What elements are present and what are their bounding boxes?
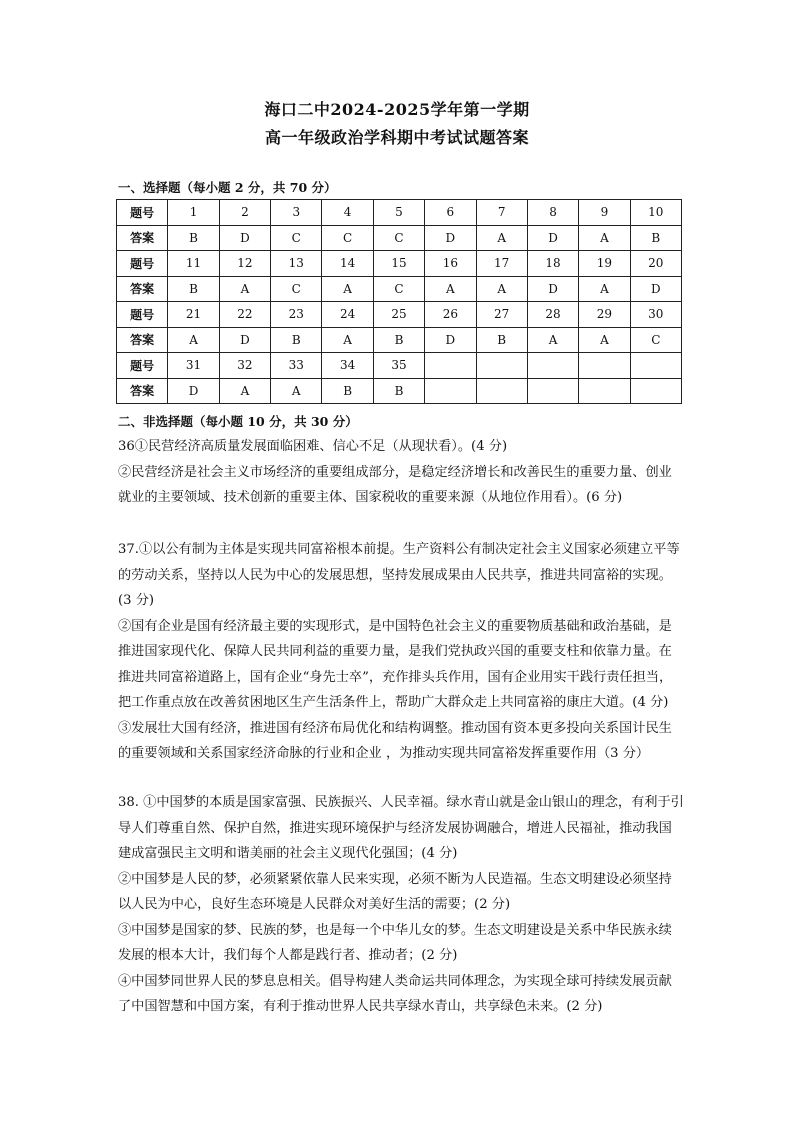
answer-label-cell: 答案 [117, 276, 168, 302]
answer-letter-cell [527, 378, 578, 404]
question-number-cell [425, 353, 476, 379]
question-number-cell: 23 [271, 302, 322, 328]
answer-letter-cell: A [219, 276, 270, 302]
answer-letter-cell: C [271, 225, 322, 251]
answer-letter-cell: D [527, 225, 578, 251]
question-number-row [117, 302, 682, 328]
question-number-cell: 13 [271, 251, 322, 277]
answer-letter-cell: A [476, 276, 527, 302]
question-number-cell: 22 [219, 302, 270, 328]
question-number-row [117, 251, 682, 277]
question-number-cell [476, 353, 527, 379]
answer-letter-cell [425, 378, 476, 404]
question-number-cell: 28 [527, 302, 578, 328]
answer-letter-cell [579, 378, 630, 404]
question-number-cell: 34 [322, 353, 373, 379]
question-number-cell: 15 [373, 251, 424, 277]
question-number-cell: 33 [271, 353, 322, 379]
question-number-cell: 31 [168, 353, 219, 379]
q38-point-4: ④中国梦同世界人民的梦息息相关。倡导构建人类命运共同体理念，为实现全球可持续发展贡献了中国智慧和中国方案，有利于推动世界人民共享绿水青山，共享绿色未来。(2 分) [118, 973, 672, 1014]
answer-letter-cell: A [579, 327, 630, 353]
answer-letter-cell: A [579, 276, 630, 302]
question-number-cell: 10 [630, 200, 681, 226]
answer-letter-cell: C [373, 225, 424, 251]
answer-letter-cell: B [271, 327, 322, 353]
title-line-2: 高一年级政治学科期中考试试题答案 [264, 128, 529, 147]
section-1-heading: 一、选择题（每小题 2 分，共 70 分） [118, 180, 337, 195]
question-number-cell: 3 [271, 200, 322, 226]
answer-letter-cell: B [168, 276, 219, 302]
q38-point-2: ②中国梦是人民的梦，必须紧紧依靠人民来实现，必须不断为人民造福。生态文明建设必须坚持以人民为中心，良好生态环境是人民群众对美好生活的需要；(2 分) [118, 871, 672, 912]
question-number-cell: 25 [373, 302, 424, 328]
q37-point-1: 37.①以公有制为主体是实现共同富裕根本前提。生产资料公有制决定社会主义国家必须建立平等的劳动关系，坚持以人民为中心的发展思想，坚持发展成果由人民共享，推进共同富裕的实现。(3 分) [118, 542, 680, 608]
question-number-cell: 1 [168, 200, 219, 226]
question-number-cell: 12 [219, 251, 270, 277]
answer-label-cell: 答案 [117, 327, 168, 353]
q38-point-3: ③中国梦是国家的梦、民族的梦，也是每一个中华儿女的梦。生态文明建设是关系中华民族永续发展的根本大计，我们每个人都是践行者、推动者；(2 分) [118, 922, 672, 963]
question-number-cell: 17 [476, 251, 527, 277]
question-number-cell: 14 [322, 251, 373, 277]
answer-letter-cell: D [168, 378, 219, 404]
q37-point-3: ③发展壮大国有经济，推进国有经济布局优化和结构调整。推动国有资本更多投向关系国计民生的重要领域和关系国家经济命脉的行业和企业 ，为推动实现共同富裕发挥重要作用（3 分） [118, 720, 672, 761]
answer-letter-cell: B [322, 378, 373, 404]
q38-point-1: 38. ①中国梦的本质是国家富强、民族振兴、人民幸福。绿水青山就是金山银山的理念，有利于引导人们尊重自然、保护自然，推进实现环境保护与经济发展协调融合，增进人民福祉，推动我国建成富强民主文明和谐美丽的社会主义现代化强国；(4 分) [118, 795, 684, 861]
answer-letter-cell: A [219, 378, 270, 404]
question-37 [118, 537, 684, 767]
answer-letter-cell [476, 378, 527, 404]
question-number-cell: 20 [630, 251, 681, 277]
question-number-cell [579, 353, 630, 379]
answer-letter-cell [630, 378, 681, 404]
answer-letter-cell: D [425, 225, 476, 251]
answer-letter-cell: C [271, 276, 322, 302]
answer-letter-cell: D [219, 225, 270, 251]
question-number-cell: 26 [425, 302, 476, 328]
question-number-cell: 29 [579, 302, 630, 328]
answer-letter-cell: A [322, 276, 373, 302]
q37-point-2: ②国有企业是国有经济最主要的实现形式，是中国特色社会主义的重要物质基础和政治基础，是推进国家现代化、保障人民共同利益的重要力量，是我们党执政兴国的重要支柱和依靠力量。在推进共同富裕道路上，国有企业“身先士卒”，充作排头兵作用，国有企业用实干践行责任担当，把工作重点放在改善贫困地区生产生活条件上，帮助广大群众走上共同富裕的康庄大道。(4 分) [118, 618, 673, 710]
title-line-1: 海口二中2024-2025学年第一学期 [264, 100, 530, 119]
question-number-cell: 7 [476, 200, 527, 226]
answer-letter-cell: C [373, 276, 424, 302]
answer-letter-cell: B [373, 327, 424, 353]
answer-row [117, 276, 682, 302]
answer-letter-cell: D [425, 327, 476, 353]
answer-row [117, 225, 682, 251]
question-number-cell: 6 [425, 200, 476, 226]
answer-letter-cell: D [630, 276, 681, 302]
answer-table [116, 199, 682, 404]
answer-letter-cell: B [476, 327, 527, 353]
question-38 [118, 790, 684, 1020]
answer-letter-cell: A [168, 327, 219, 353]
answer-letter-cell: D [219, 327, 270, 353]
question-number-cell: 21 [168, 302, 219, 328]
question-number-cell: 32 [219, 353, 270, 379]
question-number-cell [630, 353, 681, 379]
answer-letter-cell: A [579, 225, 630, 251]
question-number-cell: 24 [322, 302, 373, 328]
answer-letter-cell: D [527, 276, 578, 302]
answer-letter-cell: B [373, 378, 424, 404]
question-number-cell: 8 [527, 200, 578, 226]
question-number-row [117, 200, 682, 226]
answer-label-cell: 答案 [117, 378, 168, 404]
question-number-row [117, 353, 682, 379]
question-number-cell: 9 [579, 200, 630, 226]
question-number-cell: 35 [373, 353, 424, 379]
answer-letter-cell: B [630, 225, 681, 251]
answer-letter-cell: A [322, 327, 373, 353]
question-label-cell: 题号 [117, 302, 168, 328]
answer-letter-cell: A [425, 276, 476, 302]
answer-letter-cell: C [630, 327, 681, 353]
question-label-cell: 题号 [117, 353, 168, 379]
question-number-cell: 16 [425, 251, 476, 277]
question-number-cell: 18 [527, 251, 578, 277]
section-2-heading: 二、非选择题（每小题 10 分，共 30 分） [118, 414, 358, 429]
question-number-cell: 27 [476, 302, 527, 328]
question-number-cell: 30 [630, 302, 681, 328]
question-number-cell: 4 [322, 200, 373, 226]
q36-point-2: ②民营经济是社会主义市场经济的重要组成部分，是稳定经济增长和改善民生的重要力量、创业就业的主要领域、技术创新的重要主体、国家税收的重要来源（从地位作用看）。(6 分) [118, 464, 672, 505]
answer-letter-cell: A [271, 378, 322, 404]
question-number-cell: 2 [219, 200, 270, 226]
answer-row [117, 327, 682, 353]
answer-letter-cell: C [322, 225, 373, 251]
question-number-cell [527, 353, 578, 379]
question-number-cell: 19 [579, 251, 630, 277]
answer-label-cell: 答案 [117, 225, 168, 251]
question-number-cell: 5 [373, 200, 424, 226]
answer-letter-cell: B [168, 225, 219, 251]
answer-letter-cell: A [476, 225, 527, 251]
answer-letter-cell: A [527, 327, 578, 353]
q36-point-1: 36①民营经济高质量发展面临困难、信心不足（从现状看）。(4 分) [118, 439, 508, 454]
question-number-cell: 11 [168, 251, 219, 277]
answer-row [117, 378, 682, 404]
question-36 [118, 434, 684, 511]
question-label-cell: 题号 [117, 200, 168, 226]
question-label-cell: 题号 [117, 251, 168, 277]
